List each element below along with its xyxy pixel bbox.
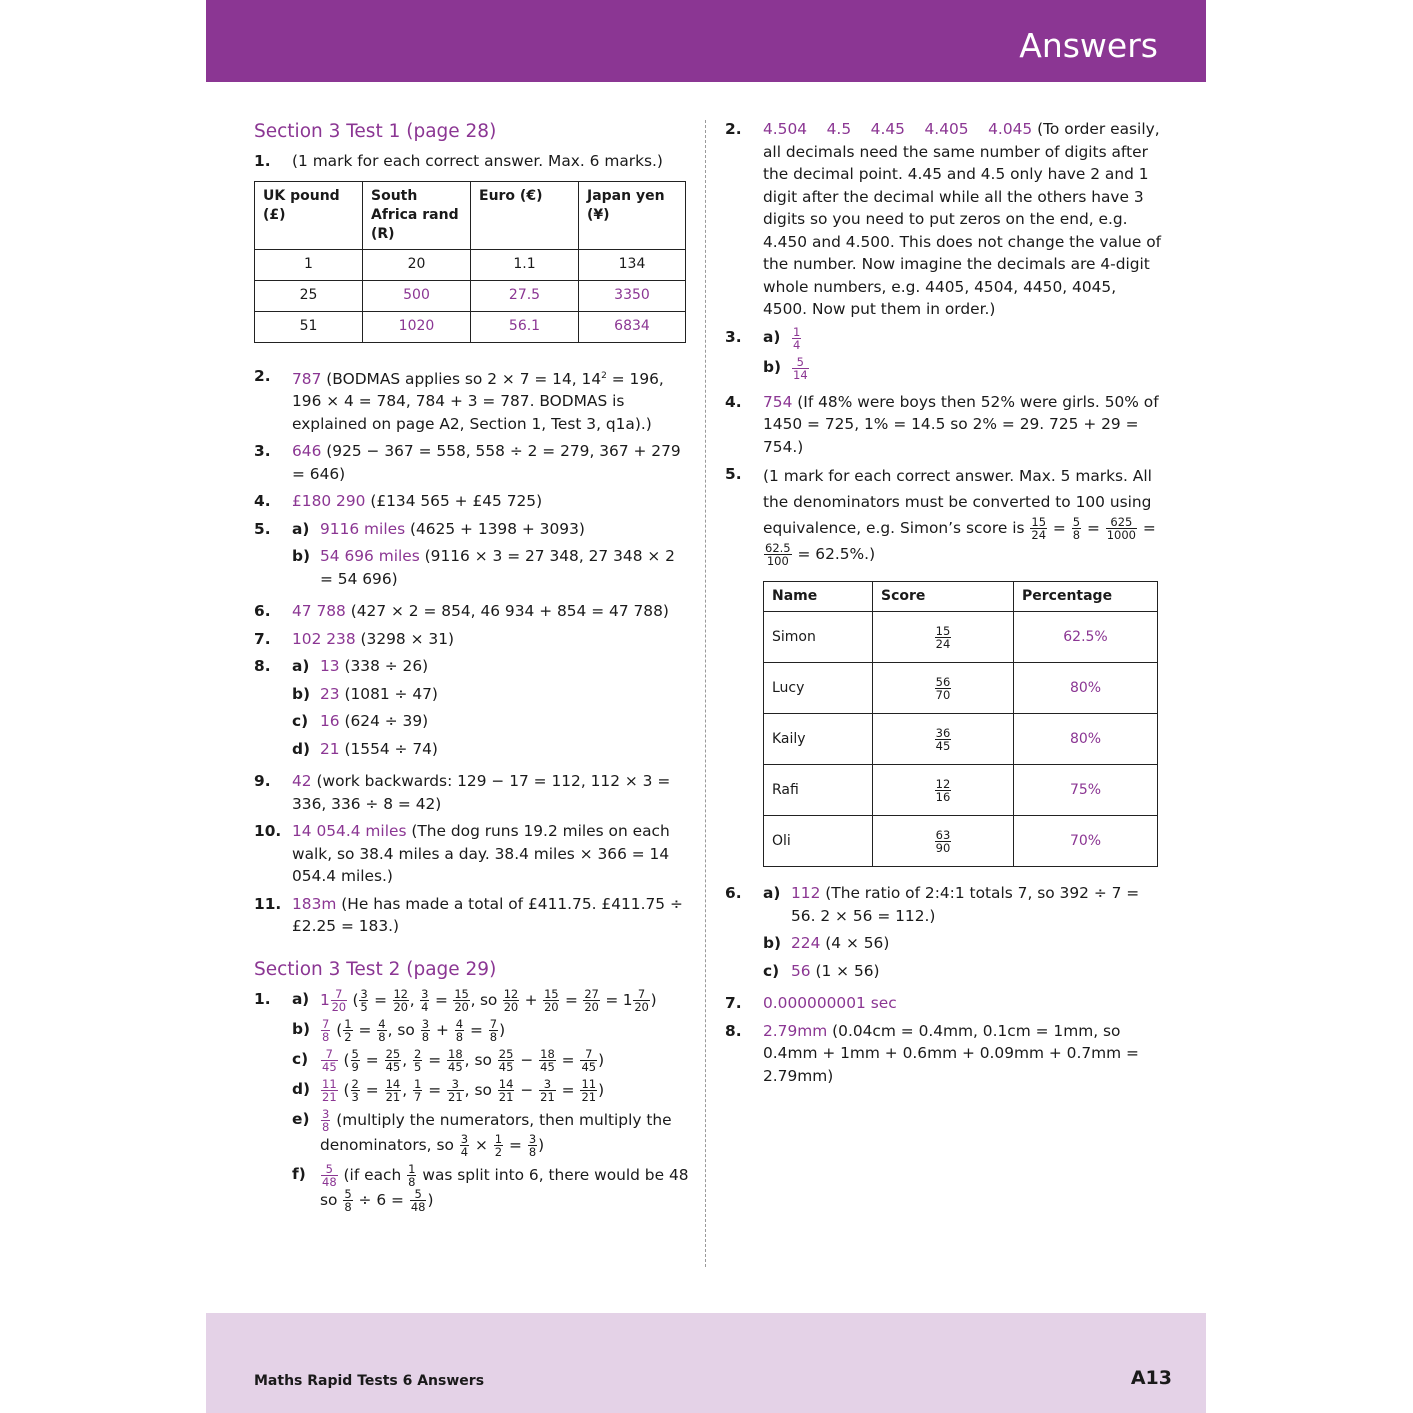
sub-label: c)	[763, 961, 780, 980]
table-row	[764, 612, 1158, 663]
fraction: $\frac{27}{20}$	[584, 986, 599, 1014]
fraction: $\frac{4}{8}$	[455, 1016, 464, 1044]
fraction: $\frac{5}{48}$	[322, 1161, 337, 1189]
question-number: 3.	[725, 327, 742, 346]
section-heading: Section 3 Test 1 (page 28)	[254, 121, 497, 142]
page-number: A13	[1130, 1367, 1172, 1389]
table-cell: Kaily	[764, 714, 873, 765]
answer-value: 54 696 miles	[320, 547, 420, 566]
question-number: 4.	[725, 392, 742, 411]
answer-text: (if each	[338, 1165, 407, 1184]
answer-value: 112	[791, 884, 821, 902]
whole-number: 1	[622, 990, 633, 1009]
answer-item: 5. (1 mark for each correct answer. Max. 5 marks. All the denominators must be converted to 100 using equivalence, e.g. Simon’s score is $\frac{15}{24}$ = $\frac{5}{8}$ = $\frac{625}{1000}$ = $\frac{62.5}{100}$ = 62.5%.) Name Score Percentage Simon $\frac{15}{24}$ 62.5% Lucy $\frac{56}{70}$ 80% Kaily $\frac{36}{45}$ 80% Rafi $\frac{12}{16}$ 75% Oli $\frac{63}{90}$ 70%	[725, 463, 1162, 877]
answer-value: 2.79mm	[763, 1021, 828, 1040]
sub-label: c)	[292, 712, 309, 731]
question-number: 6.	[254, 602, 271, 621]
fraction: $\frac{625}{1000}$	[1106, 515, 1137, 542]
answer-value: 102 238	[292, 629, 356, 648]
fraction: $\frac{1}{8}$	[408, 1161, 416, 1189]
fraction: $\frac{15}{24}$	[935, 623, 951, 651]
sub-label: d)	[292, 1079, 311, 1098]
table-cell: 134	[579, 249, 686, 280]
sub-answer: a) 1 $\frac{7}{20}$ ( $\frac{3}{5}$ = $\frac{12}{20}$ , $\frac{3}{4}$ = $\frac{15}{20}$ , so $\frac{12}{20}$ + $\frac{15}{20}$ = $\frac{27}{20}$ = 1 $\frac{7}{20}$ )	[292, 986, 657, 1014]
fraction: $\frac{11}{21}$	[581, 1076, 597, 1104]
table-cell: 56.1	[471, 311, 579, 342]
answer-item	[254, 770, 689, 815]
fraction: $\frac{63}{90}$	[935, 827, 951, 855]
question-number: 7.	[254, 629, 271, 648]
fraction: $\frac{3}{8}$	[421, 1016, 430, 1044]
table-cell: 6834	[579, 311, 686, 342]
table-header-cell: Euro (€)	[471, 181, 579, 249]
sub-label: b)	[763, 357, 782, 376]
answer-text: (0.04cm = 0.4mm, 0.1cm = 1mm, so 0.4mm + 1mm + 0.6mm + 0.09mm + 0.7mm = 2.79mm)	[763, 1021, 1139, 1085]
sub-answer	[292, 683, 689, 706]
answer-text: (BODMAS applies so 2 × 7 = 14, 14	[321, 369, 602, 388]
left-column	[254, 118, 689, 1223]
fraction: $\frac{2}{3}$	[351, 1076, 359, 1104]
answer-item	[254, 150, 689, 173]
fraction: $\frac{18}{45}$	[448, 1046, 463, 1074]
fraction: $\frac{7}{8}$	[322, 1016, 330, 1044]
table-cell: Oli	[764, 816, 873, 867]
answer-text: (1081 ÷ 47)	[339, 684, 438, 703]
table-header-cell: South Africa rand (R)	[363, 181, 471, 249]
question-number: 4.	[254, 492, 271, 511]
table-cell	[873, 612, 1014, 663]
sub-answer	[763, 882, 1162, 927]
answer-item	[254, 440, 689, 485]
table-cell: 20	[363, 249, 471, 280]
fraction: $\frac{3}{4}$	[460, 1131, 469, 1159]
fraction: $\frac{3}{8}$	[528, 1131, 537, 1159]
answer-value: 224	[791, 934, 821, 952]
answer-text: (1 mark for each correct answer. Max. 5 marks. All the denominators must be converted to 100 using equivalence, e.g. Simon’s score is	[763, 467, 1152, 537]
table-cell: 70%	[1014, 816, 1158, 867]
question-number: 8.	[725, 1021, 742, 1040]
fraction: $\frac{3}{4}$	[421, 986, 429, 1014]
question-number: 1.	[254, 989, 271, 1008]
question-number: 9.	[254, 772, 271, 791]
answer-item	[254, 600, 689, 623]
fraction: $\frac{5}{8}$	[344, 1186, 352, 1214]
table-cell: 3350	[579, 280, 686, 311]
table-cell: 500	[363, 280, 471, 311]
answer-text: (He has made a total of £411.75. £411.75 ÷ £2.25 = 183.)	[292, 894, 683, 936]
fraction: $\frac{15}{20}$	[544, 986, 559, 1014]
sub-label: a)	[763, 884, 781, 902]
sub-answer	[763, 356, 1162, 381]
sub-answer: b) $\frac{7}{8}$ ( $\frac{1}{2}$ = $\frac{4}{8}$ , so $\frac{3}{8}$ + $\frac{4}{8}$ = $\frac{7}{8}$ )	[292, 1016, 506, 1044]
table-cell: 27.5	[471, 280, 579, 311]
fraction: $\frac{1}{4}$	[793, 324, 801, 352]
sub-answer	[292, 655, 689, 678]
question-number: 11.	[254, 894, 282, 913]
answer-text: ÷ 6 =	[353, 1190, 409, 1209]
answer-value: 646	[292, 442, 322, 461]
sub-answer	[763, 932, 1162, 955]
fraction: $\frac{56}{70}$	[935, 674, 951, 702]
footer-bar	[206, 1313, 1206, 1413]
table-row	[764, 816, 1158, 867]
answer-value: 14 054.4 miles	[292, 822, 407, 841]
fraction: $\frac{7}{45}$	[322, 1046, 337, 1074]
answer-text: (624 ÷ 39)	[339, 712, 429, 731]
sub-answer: d) $\frac{11}{21}$ ( $\frac{2}{3}$ = $\frac{14}{21}$ , $\frac{1}{7}$ = $\frac{3}{21}$ , so $\frac{14}{21}$ − $\frac{3}{21}$ = $\frac{11}{21}$ )	[292, 1076, 605, 1104]
fraction: $\frac{14}{21}$	[498, 1076, 514, 1104]
table-cell: 25	[255, 280, 363, 311]
answer-text: (£134 565 + £45 725)	[365, 492, 543, 511]
section-heading: Section 3 Test 2 (page 29)	[254, 958, 497, 980]
fraction: $\frac{15}{20}$	[454, 986, 469, 1014]
fraction: $\frac{7}{20}$	[634, 986, 649, 1014]
answer-item	[254, 628, 689, 651]
answer-item	[254, 365, 689, 436]
question-number: 1.	[254, 152, 271, 170]
answer-item	[254, 988, 689, 1218]
table-cell	[873, 714, 1014, 765]
table-header-cell: UK pound (£)	[255, 181, 363, 249]
table-cell: 80%	[1014, 663, 1158, 714]
column-divider	[705, 120, 706, 1267]
answer-text: (multiply the numerators, then multiply the denominators, so	[320, 1110, 672, 1154]
sub-answer	[763, 326, 1162, 351]
answer-value: 754	[763, 392, 793, 411]
table-header-row	[255, 181, 686, 249]
answer-value: 787	[292, 369, 322, 388]
answer-text: (If 48% were boys then 52% were girls. 50% of 1450 = 725, 1% = 14.5 so 2% = 29. 725 + 29 = 754.)	[763, 392, 1159, 456]
question-number: 5.	[254, 519, 271, 538]
fraction: $\frac{12}{16}$	[935, 776, 951, 804]
sub-label: b)	[292, 1019, 311, 1038]
answer-item	[254, 655, 689, 765]
fraction: $\frac{14}{21}$	[385, 1076, 401, 1104]
table-header-cell: Percentage	[1014, 582, 1158, 612]
fraction: $\frac{36}{45}$	[935, 725, 951, 753]
table-header-cell: Score	[873, 582, 1014, 612]
superscript: 2	[601, 370, 607, 381]
answer-text: (To order easily, all decimals need the same number of digits after the decimal point. 4.45 and 4.5 only have 2 and 1 digit after the decimal while all the others have 3 digits so you need to put zeros on the end, e.g. 4.450 and 4.500. This does not change the value of the number. Now imagine the decimals are 4-digit whole numbers, e.g. 4405, 4504, 4450, 4045, 4500. Now put them in order.)	[763, 120, 1162, 318]
table-cell	[873, 816, 1014, 867]
scores-table	[763, 581, 1158, 867]
answer-text: (1554 ÷ 74)	[339, 739, 438, 758]
sub-label: d)	[292, 739, 311, 758]
answer-text: (338 ÷ 26)	[339, 657, 429, 676]
answer-item	[725, 882, 1162, 987]
sub-label: a)	[763, 327, 781, 346]
answer-text: was split into 6, there would be 48 so	[320, 1165, 689, 1209]
fraction: $\frac{2}{5}$	[414, 1046, 422, 1074]
question-number: 2.	[254, 366, 271, 385]
answer-text: (1 mark for each correct answer. Max. 6 marks.)	[292, 152, 663, 170]
fraction: $\frac{4}{8}$	[378, 1016, 386, 1044]
answer-text: , so	[464, 1050, 492, 1069]
fraction: $\frac{7}{45}$	[581, 1046, 597, 1074]
table-cell: 1.1	[471, 249, 579, 280]
sub-answer: e) $\frac{3}{8}$ (multiply the numerators, then multiply the denominators, so $\frac{3}{4}$ × $\frac{1}{2}$ = $\frac{3}{8}$ )	[292, 1106, 672, 1159]
answer-item	[725, 1020, 1162, 1088]
answer-item	[254, 490, 689, 513]
table-cell: 51	[255, 311, 363, 342]
fraction: $\frac{7}{20}$	[331, 986, 346, 1014]
answer-item	[254, 893, 689, 938]
sub-label: f)	[292, 1164, 306, 1183]
sub-answer	[292, 710, 689, 733]
table-cell	[873, 765, 1014, 816]
answer-value: 16	[320, 712, 340, 731]
fraction: $\frac{11}{21}$	[322, 1076, 337, 1104]
fraction: $\frac{25}{45}$	[385, 1046, 401, 1074]
answer-value: 13	[320, 657, 340, 676]
sub-answer	[292, 518, 689, 541]
fraction: $\frac{3}{21}$	[448, 1076, 463, 1104]
table-cell: Lucy	[764, 663, 873, 714]
sub-label: b)	[292, 547, 311, 566]
answer-text: (4 × 56)	[820, 934, 890, 952]
fraction: $\frac{5}{9}$	[351, 1046, 359, 1074]
answer-value: 47 788	[292, 602, 346, 621]
answer-text: (925 − 367 = 558, 558 ÷ 2 = 279, 367 + 279 = 646)	[292, 442, 681, 483]
answer-item	[254, 820, 689, 888]
answer-value: 183m	[292, 894, 337, 913]
sub-answer	[292, 545, 689, 590]
answer-text: = 62.5%.)	[792, 545, 876, 563]
question-number: 5.	[725, 465, 742, 483]
sub-label: a)	[292, 657, 310, 676]
table-row	[764, 765, 1158, 816]
currency-table	[254, 181, 686, 343]
whole-number: 1	[320, 990, 330, 1009]
question-number: 2.	[725, 120, 742, 138]
answer-value: 9116 miles	[320, 519, 406, 538]
sub-label: b)	[292, 684, 311, 703]
table-row	[764, 714, 1158, 765]
fraction: $\frac{15}{24}$	[1031, 515, 1047, 542]
sub-label: a)	[292, 519, 310, 538]
answer-value: 0.000000001 sec	[763, 994, 897, 1012]
answer-text: (1 × 56)	[810, 961, 880, 980]
answer-value: 42	[292, 772, 312, 791]
table-header-cell: Name	[764, 582, 873, 612]
fraction: $\frac{25}{45}$	[498, 1046, 514, 1074]
sub-answer	[292, 738, 689, 761]
question-number: 7.	[725, 994, 742, 1012]
question-number: 10.	[254, 822, 282, 841]
table-cell	[873, 663, 1014, 714]
book-title: Maths Rapid Tests 6 Answers	[254, 1373, 485, 1389]
fraction: $\frac{3}{21}$	[540, 1076, 555, 1104]
answer-text: (9116 × 3 = 27 348, 27 348 × 2 = 54 696)	[320, 547, 675, 588]
answer-text: (4625 + 1398 + 3093)	[405, 519, 585, 538]
sub-label: b)	[763, 934, 782, 952]
table-cell: 75%	[1014, 765, 1158, 816]
question-number: 6.	[725, 884, 742, 902]
table-cell: 80%	[1014, 714, 1158, 765]
sub-answer	[763, 960, 1162, 983]
answer-text: , so	[387, 1020, 415, 1039]
answer-text: (The ratio of 2:4:1 totals 7, so 392 ÷ 7 = 56. 2 × 56 = 112.)	[791, 884, 1140, 925]
question-number: 3.	[254, 442, 271, 461]
fraction: $\frac{5}{8}$	[1072, 515, 1081, 542]
fraction: $\frac{1}{2}$	[494, 1131, 503, 1159]
right-column	[725, 118, 1162, 1092]
answer-text: (work backwards: 129 − 17 = 112, 112 × 3 = 336, 336 ÷ 8 = 42)	[292, 772, 671, 813]
fraction: $\frac{62.5}{100}$	[765, 541, 791, 568]
answer-item	[254, 518, 689, 596]
answer-text: (427 × 2 = 854, 46 934 + 854 = 47 788)	[345, 602, 669, 621]
table-header-row	[764, 582, 1158, 612]
sub-answer: f) $\frac{5}{48}$ (if each $\frac{1}{8}$ was split into 6, there would be 48 so $\frac{5}{8}$ ÷ 6 = $\frac{5}{48}$ )	[292, 1161, 689, 1214]
answer-text: (The dog runs 19.2 miles on each walk, so 38.4 miles a day. 38.4 miles × 366 = 14 054.4 miles.)	[292, 822, 670, 886]
table-cell: Simon	[764, 612, 873, 663]
answer-value: 23	[320, 684, 340, 703]
table-cell: 1020	[363, 311, 471, 342]
table-header-cell: Japan yen (¥)	[579, 181, 686, 249]
fraction: $\frac{12}{20}$	[393, 986, 408, 1014]
fraction: $\frac{5}{48}$	[410, 1186, 426, 1214]
table-row	[255, 249, 686, 280]
table-row	[764, 663, 1158, 714]
table-cell: 1	[255, 249, 363, 280]
question-number: 8.	[254, 657, 271, 676]
fraction: $\frac{5}{14}$	[793, 354, 808, 382]
answer-value: 56	[791, 961, 811, 980]
sub-label: a)	[292, 989, 310, 1008]
fraction: $\frac{12}{20}$	[503, 986, 518, 1014]
answer-value: 4.504 4.5 4.45 4.405 4.045	[763, 120, 1033, 138]
answer-item	[725, 391, 1162, 459]
answer-item	[725, 118, 1162, 321]
fraction: $\frac{18}{45}$	[540, 1046, 555, 1074]
fraction: $\frac{3}{8}$	[322, 1106, 330, 1134]
answer-item	[725, 992, 1162, 1015]
table-cell: 62.5%	[1014, 612, 1158, 663]
answer-value: 21	[320, 739, 340, 758]
sub-label: e)	[292, 1109, 310, 1128]
answer-value: £180 290	[292, 492, 366, 511]
table-row	[255, 311, 686, 342]
fraction: $\frac{7}{8}$	[489, 1016, 498, 1044]
page	[206, 0, 1206, 1413]
answer-text: = 196, 196 × 4 = 784, 784 + 3 = 787. BODMAS is explained on page A2, Section 1, Test 3, q1a).)	[292, 369, 664, 433]
page-title: Answers	[1019, 26, 1158, 65]
sub-label: c)	[292, 1049, 309, 1068]
fraction: $\frac{1}{2}$	[344, 1016, 352, 1044]
sub-answer: c) $\frac{7}{45}$ ( $\frac{5}{9}$ = $\frac{25}{45}$ , $\frac{2}{5}$ = $\frac{18}{45}$ , so $\frac{25}{45}$ − $\frac{18}{45}$ = $\frac{7}{45}$ )	[292, 1046, 605, 1074]
answer-text: (3298 × 31)	[355, 629, 454, 648]
answer-item	[725, 326, 1162, 386]
table-cell: Rafi	[764, 765, 873, 816]
fraction: $\frac{3}{5}$	[360, 986, 368, 1014]
header-bar	[206, 0, 1206, 82]
answer-text: , so	[464, 1080, 492, 1099]
answer-text: , so	[470, 990, 498, 1009]
table-row	[255, 280, 686, 311]
fraction: $\frac{1}{7}$	[414, 1076, 422, 1104]
